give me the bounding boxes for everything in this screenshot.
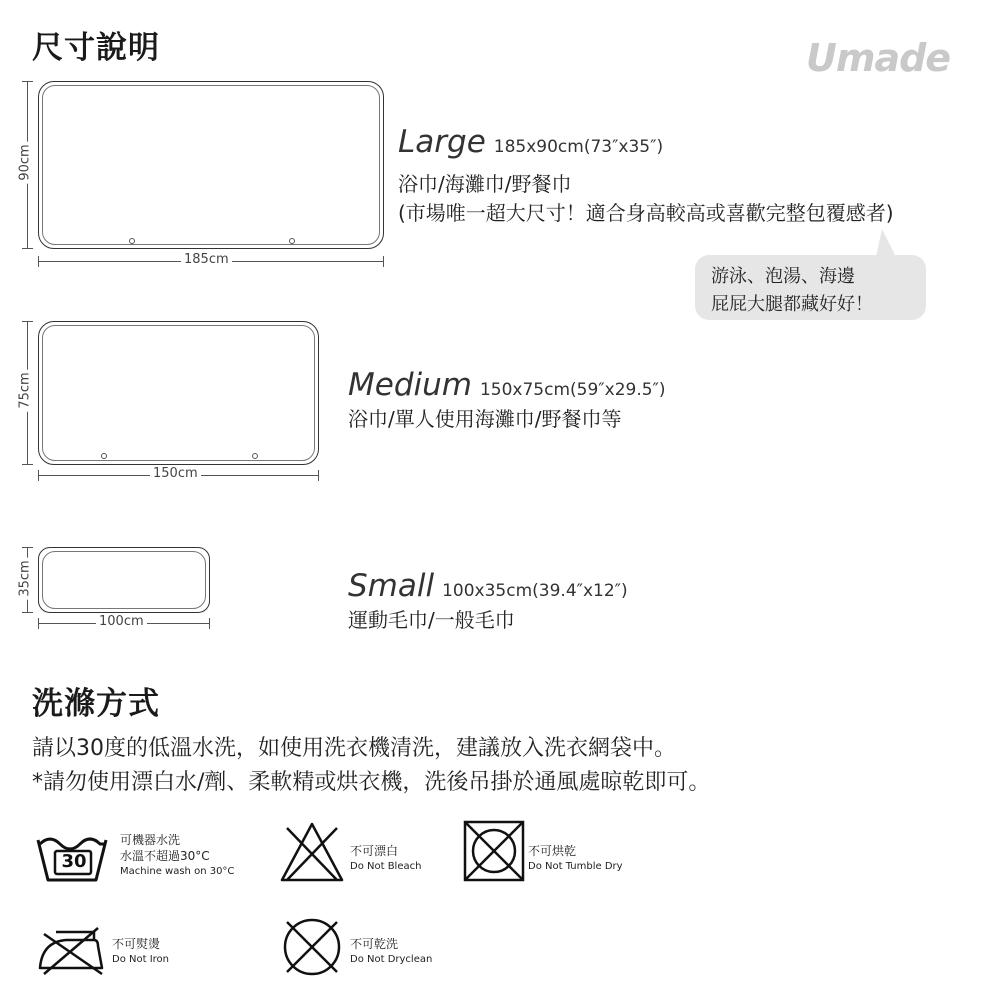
no-bleach-en: Do Not Bleach [350, 861, 422, 872]
dim-tick [38, 618, 39, 629]
small-width-label: 100cm [96, 614, 147, 629]
no-tumble-dry-en: Do Not Tumble Dry [528, 861, 623, 872]
page-title: 尺寸說明 [32, 30, 160, 66]
medium-size-dims: 150x75cm(59″x29.5″) [479, 380, 666, 400]
dim-tick [22, 81, 33, 82]
dim-tick [22, 612, 33, 613]
wash-30-zh-1: 可機器水洗 [120, 833, 181, 847]
bubble-line-1: 屁屁大腿都藏好好！ [711, 294, 873, 315]
wash-temperature-number: 30 [61, 851, 87, 872]
medium-hang-hole [101, 453, 107, 459]
small-height-label: 35cm [18, 557, 33, 599]
dim-tick [22, 321, 33, 322]
large-height-label: 90cm [18, 141, 33, 183]
medium-towel-shape [38, 321, 319, 465]
no-iron-zh: 不可熨燙 [112, 937, 161, 951]
no-iron-icon [36, 920, 108, 978]
large-hang-hole [129, 238, 135, 244]
wash-instruction-1: 請以30度的低溫水洗，如使用洗衣機清洗，建議放入洗衣網袋中。 [32, 736, 676, 761]
medium-size-heading [348, 367, 666, 403]
medium-width-label: 150cm [150, 466, 201, 481]
wash-30-en: Machine wash on 30°C [120, 866, 235, 877]
wash-30-label [120, 832, 234, 879]
large-towel-shape [38, 81, 384, 249]
no-dryclean-label [350, 936, 432, 967]
wash-30-zh-2: 水溫不超過30°C [120, 849, 210, 863]
large-size-desc-1: 浴巾/海灘巾/野餐巾 [398, 172, 572, 196]
no-tumble-dry-zh: 不可烘乾 [528, 844, 577, 858]
no-bleach-icon [279, 820, 345, 884]
no-bleach-zh: 不可漂白 [350, 844, 399, 858]
small-size-name: Small [348, 568, 435, 604]
small-size-dims: 100x35cm(39.4″x12″) [442, 581, 628, 601]
no-dryclean-en: Do Not Dryclean [350, 954, 433, 965]
dim-tick [22, 547, 33, 548]
dim-tick [383, 256, 384, 267]
no-bleach-label [350, 843, 421, 874]
dim-tick [22, 248, 33, 249]
large-size-desc-2: (市場唯一超大尺寸！適合身高較高或喜歡完整包覆感者) [398, 201, 894, 225]
speech-bubble [695, 255, 926, 320]
dim-tick [22, 464, 33, 465]
no-tumble-dry-label [528, 843, 623, 874]
medium-hang-hole [252, 453, 258, 459]
small-size-desc: 運動毛巾/一般毛巾 [348, 608, 515, 632]
no-dryclean-zh: 不可乾洗 [350, 937, 399, 951]
bubble-line-1: 游泳、泡湯、海邊 [711, 266, 855, 287]
dim-tick [318, 470, 319, 481]
no-dryclean-icon [281, 916, 343, 978]
dim-tick [38, 256, 39, 267]
wash-section-title: 洗滌方式 [32, 686, 160, 722]
large-size-name: Large [398, 124, 486, 160]
dim-tick [38, 470, 39, 481]
no-iron-label [112, 936, 169, 967]
no-iron-en: Do Not Iron [112, 954, 169, 965]
medium-size-name: Medium [348, 367, 472, 403]
brand-logo: Umade [806, 36, 951, 80]
wash-instruction-2: *請勿使用漂白水/劑、柔軟精或烘衣機，洗後吊掛於通風處晾乾即可。 [32, 770, 711, 795]
large-size-heading [398, 124, 663, 160]
small-towel-shape [38, 547, 210, 613]
dim-tick [209, 618, 210, 629]
large-hang-hole [289, 238, 295, 244]
no-tumble-dry-icon [463, 820, 525, 882]
medium-height-label: 75cm [18, 369, 33, 411]
large-width-label: 185cm [181, 252, 232, 267]
small-size-heading [348, 568, 628, 604]
medium-size-desc: 浴巾/單人使用海灘巾/野餐巾等 [348, 407, 622, 431]
large-size-dims: 185x90cm(73″x35″) [493, 137, 664, 157]
bubble-tail [872, 229, 898, 259]
